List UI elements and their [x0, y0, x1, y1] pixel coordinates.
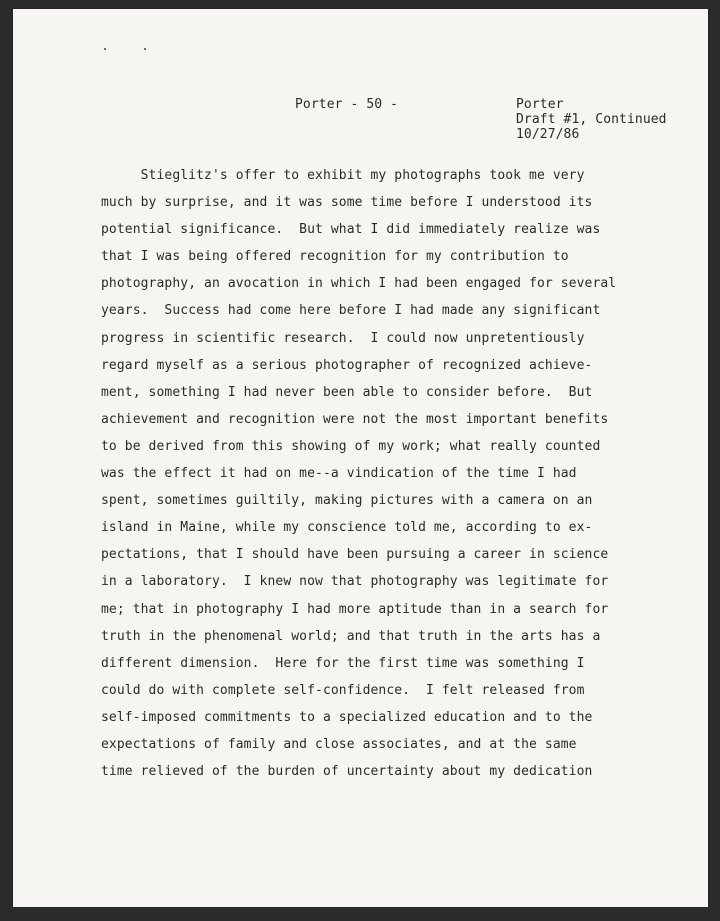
body-paragraph [101, 162, 661, 785]
text-line: island in Maine, while my conscience told me, according to ex- [101, 520, 593, 536]
text-line: progress in scientific research. I could now unpretentiously [101, 330, 585, 346]
text-line: photography, an avocation in which I had been engaged for several [101, 276, 617, 292]
text-line: much by surprise, and it was some time before I understood its [101, 195, 593, 211]
text-line: spent, sometimes guiltily, making pictures with a camera on an [101, 493, 593, 509]
text-line: to be derived from this showing of my work; what really counted [101, 438, 601, 454]
text-line: achievement and recognition were not the most important benefits [101, 411, 609, 427]
text-line: expectations of family and close associates, and at the same [101, 736, 577, 752]
text-line: time relieved of the burden of uncertainty about my dedication [101, 764, 593, 780]
text-line: years. Success had come here before I had made any significant [101, 303, 601, 319]
header-draft: Draft #1, Continued [516, 112, 667, 127]
text-line: self-imposed commitments to a specialized education and to the [101, 709, 593, 725]
text-line: ment, something I had never been able to consider before. But [101, 384, 593, 400]
text-line: truth in the phenomenal world; and that truth in the arts has a [101, 628, 601, 644]
text-line: potential significance. But what I did immediately realize was [101, 222, 601, 238]
text-line: in a laboratory. I knew now that photography was legitimate for [101, 574, 609, 590]
text-line: different dimension. Here for the first time was something I [101, 655, 585, 671]
document-page [13, 9, 708, 907]
text-line: regard myself as a serious photographer of recognized achieve- [101, 357, 593, 373]
text-line: me; that in photography I had more aptitude than in a search for [101, 601, 609, 617]
text-line: pectations, that I should have been pursuing a career in science [101, 547, 609, 563]
page-number: Porter - 50 - [295, 97, 399, 112]
header-author: Porter [516, 97, 564, 112]
text-line: Stieglitz's offer to exhibit my photographs took me very [101, 168, 585, 183]
header-date: 10/27/86 [516, 127, 580, 142]
text-line: that I was being offered recognition for my contribution to [101, 249, 569, 265]
text-line: could do with complete self-confidence. I felt released from [101, 682, 585, 698]
paper-mark [104, 48, 106, 50]
text-line: was the effect it had on me--a vindication of the time I had [101, 466, 577, 482]
draft-header [516, 97, 667, 142]
paper-mark [144, 48, 146, 50]
